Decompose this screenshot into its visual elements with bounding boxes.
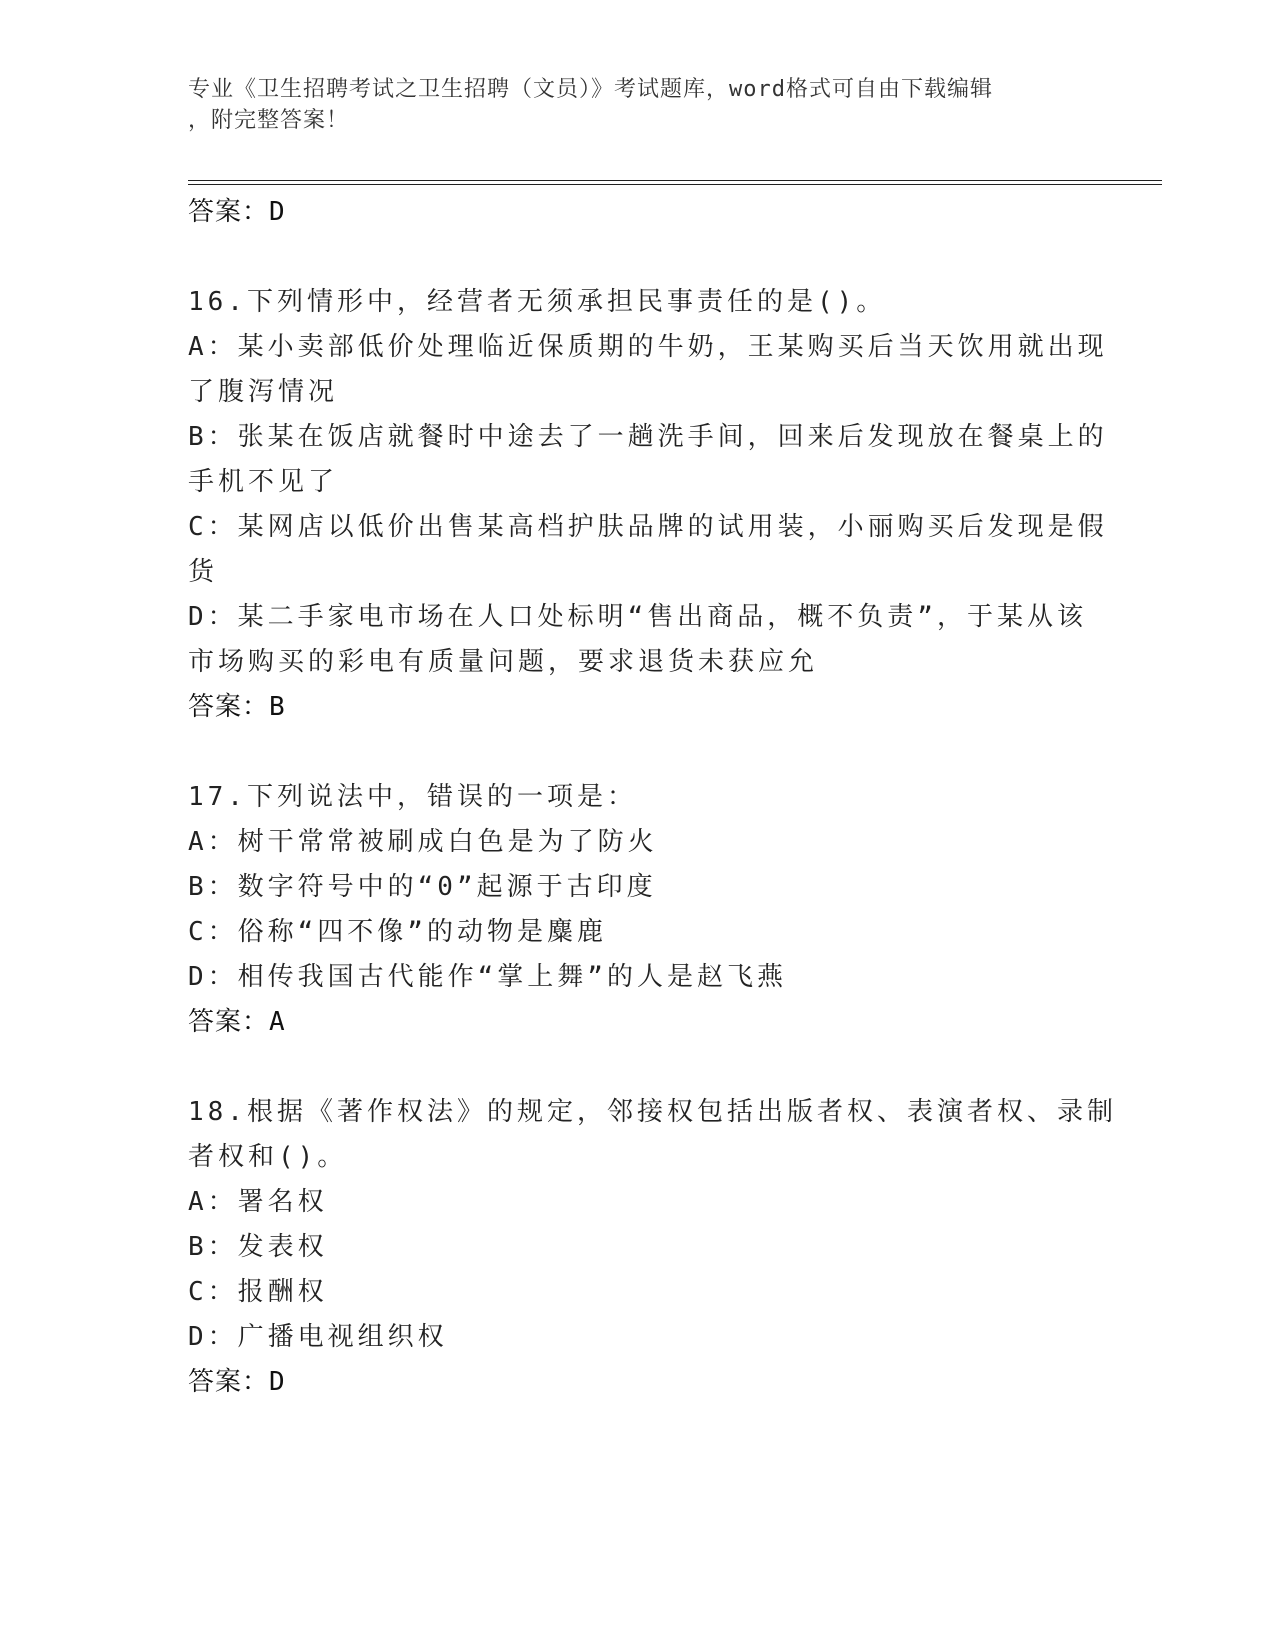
answer-line: 答案：A <box>188 1007 286 1037</box>
header-divider-bottom <box>188 184 1162 185</box>
header-line-2: ，附完整答案！ <box>188 108 350 133</box>
option-line: D：相传我国古代能作“掌上舞”的人是赵飞燕 <box>188 962 787 992</box>
spacer <box>188 235 1088 280</box>
option-line: 市场购买的彩电有质量问题，要求退货未获应允 <box>188 647 819 677</box>
option-line: 手机不见了 <box>188 467 339 497</box>
option-line: 了腹泻情况 <box>188 377 339 407</box>
question-stem: 者权和()。 <box>188 1142 348 1172</box>
option-line: A：树干常常被刷成白色是为了防火 <box>188 827 658 857</box>
question-block <box>188 1090 1117 1405</box>
question-block <box>188 280 1108 730</box>
option-line: C：某网店以低价出售某高档护肤品牌的试用装，小丽购买后发现是假 <box>188 512 1108 542</box>
option-line: A：某小卖部低价处理临近保质期的牛奶，王某购买后当天饮用就出现 <box>188 332 1108 362</box>
spacer <box>188 730 1088 775</box>
option-line: B：张某在饭店就餐时中途去了一趟洗手间，回来后发现放在餐桌上的 <box>188 422 1108 452</box>
option-line: C：俗称“四不像”的动物是麋鹿 <box>188 917 607 947</box>
answer-line: 答案：B <box>188 692 286 722</box>
question-block <box>188 775 1088 1045</box>
spacer <box>188 1045 1088 1090</box>
option-line: B：数字符号中的“0”起源于古印度 <box>188 872 657 902</box>
answer-line: 答案：D <box>188 1367 286 1397</box>
option-line: B：发表权 <box>188 1232 328 1262</box>
document-header <box>188 74 1088 136</box>
question-stem: 16.下列情形中，经营者无须承担民事责任的是()。 <box>188 287 887 317</box>
option-line: 货 <box>188 557 219 587</box>
question-list <box>188 190 1117 1405</box>
option-line: D：广播电视组织权 <box>188 1322 448 1352</box>
answer-line: 答案：D <box>188 197 286 227</box>
question-stem: 18.根据《著作权法》的规定，邻接权包括出版者权、表演者权、录制 <box>188 1097 1117 1127</box>
header-divider-top <box>188 180 1162 181</box>
header-line-1: 专业《卫生招聘考试之卫生招聘（文员）》考试题库，word格式可自由下载编辑 <box>188 77 993 102</box>
option-line: C：报酬权 <box>188 1277 328 1307</box>
option-line: D：某二手家电市场在人口处标明“售出商品，概不负责”，于某从该 <box>188 602 1087 632</box>
option-line: A：署名权 <box>188 1187 328 1217</box>
question-stem: 17.下列说法中，错误的一项是： <box>188 782 637 812</box>
